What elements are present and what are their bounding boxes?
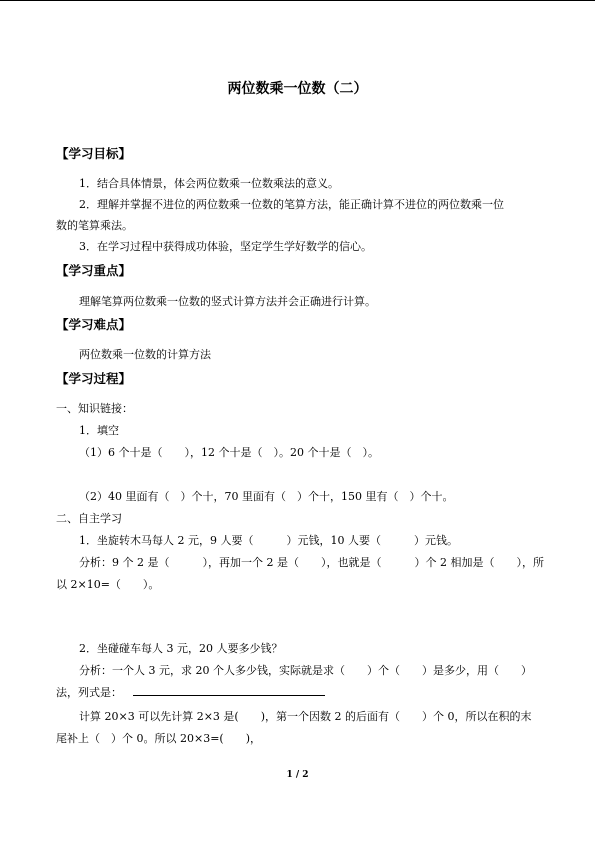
problem-1-analysis-line-2: 以 2×10=（ ）。 <box>56 578 160 591</box>
page-number: 1 / 2 <box>286 770 309 780</box>
goal-item-2-line-1: 2．理解并掌握不进位的两位数乘一位数的笔算方法，能正确计算不进位的两位数乘一位 <box>79 198 504 211</box>
goal-item-1: 1．结合具体情景，体会两位数乘一位数乘法的意义。 <box>79 177 339 190</box>
top-border-line <box>0 0 595 1</box>
section-heading-key-points: 【学习重点】 <box>56 263 132 278</box>
problem-2-calc-line-2: 尾补上（ ）个 0。所以 20×3=( )， <box>56 732 262 745</box>
goal-item-3: 3．在学习过程中获得成功体验，坚定学生学好数学的信心。 <box>79 240 372 253</box>
part-1-sub-heading: 1．填空 <box>79 424 119 437</box>
difficulties-text: 两位数乘一位数的计算方法 <box>79 348 211 361</box>
answer-blank-line <box>133 695 325 696</box>
problem-2: 2．坐碰碰车每人 3 元，20 人要多少钱？ <box>79 642 283 655</box>
fill-blank-question-1: （1）6 个十是（ ），12 个十是（ ）。20 个十是（ ）。 <box>79 446 379 459</box>
goal-item-2-line-2: 数的笔算乘法。 <box>56 219 133 232</box>
problem-2-calc-line-1: 计算 20×3 可以先计算 2×3 是( )，第一个因数 2 的后面有（ ）个 0，所以在积的末 <box>79 710 532 723</box>
problem-1-analysis-line-1: 分析：9 个 2 是（ ），再加一个 2 是（ ），也就是（ ）个 2 相加是（ ），所 <box>79 556 544 569</box>
part-2-heading: 二、自主学习 <box>56 512 122 525</box>
page-title: 两位数乘一位数（二） <box>227 81 368 97</box>
section-heading-goals: 【学习目标】 <box>56 146 132 161</box>
problem-1: 1．坐旋转木马每人 2 元，9 人要（ ）元钱，10 人要（ ）元钱。 <box>79 534 458 547</box>
part-1-heading: 一、知识链接： <box>56 402 133 415</box>
problem-2-analysis-line-2: 法，列式是： <box>56 686 122 699</box>
section-heading-difficulties: 【学习难点】 <box>56 317 132 332</box>
key-points-text: 理解笔算两位数乘一位数的竖式计算方法并会正确进行计算。 <box>79 295 376 308</box>
section-heading-process: 【学习过程】 <box>56 371 132 386</box>
fill-blank-question-2: （2）40 里面有（ ）个十，70 里面有（ ）个十，150 里有（ ）个十。 <box>79 490 454 503</box>
problem-2-analysis-line-1: 分析：一个人 3 元，求 20 个人多少钱，实际就是求（ ）个（ ）是多少，用（ ） <box>79 664 532 677</box>
